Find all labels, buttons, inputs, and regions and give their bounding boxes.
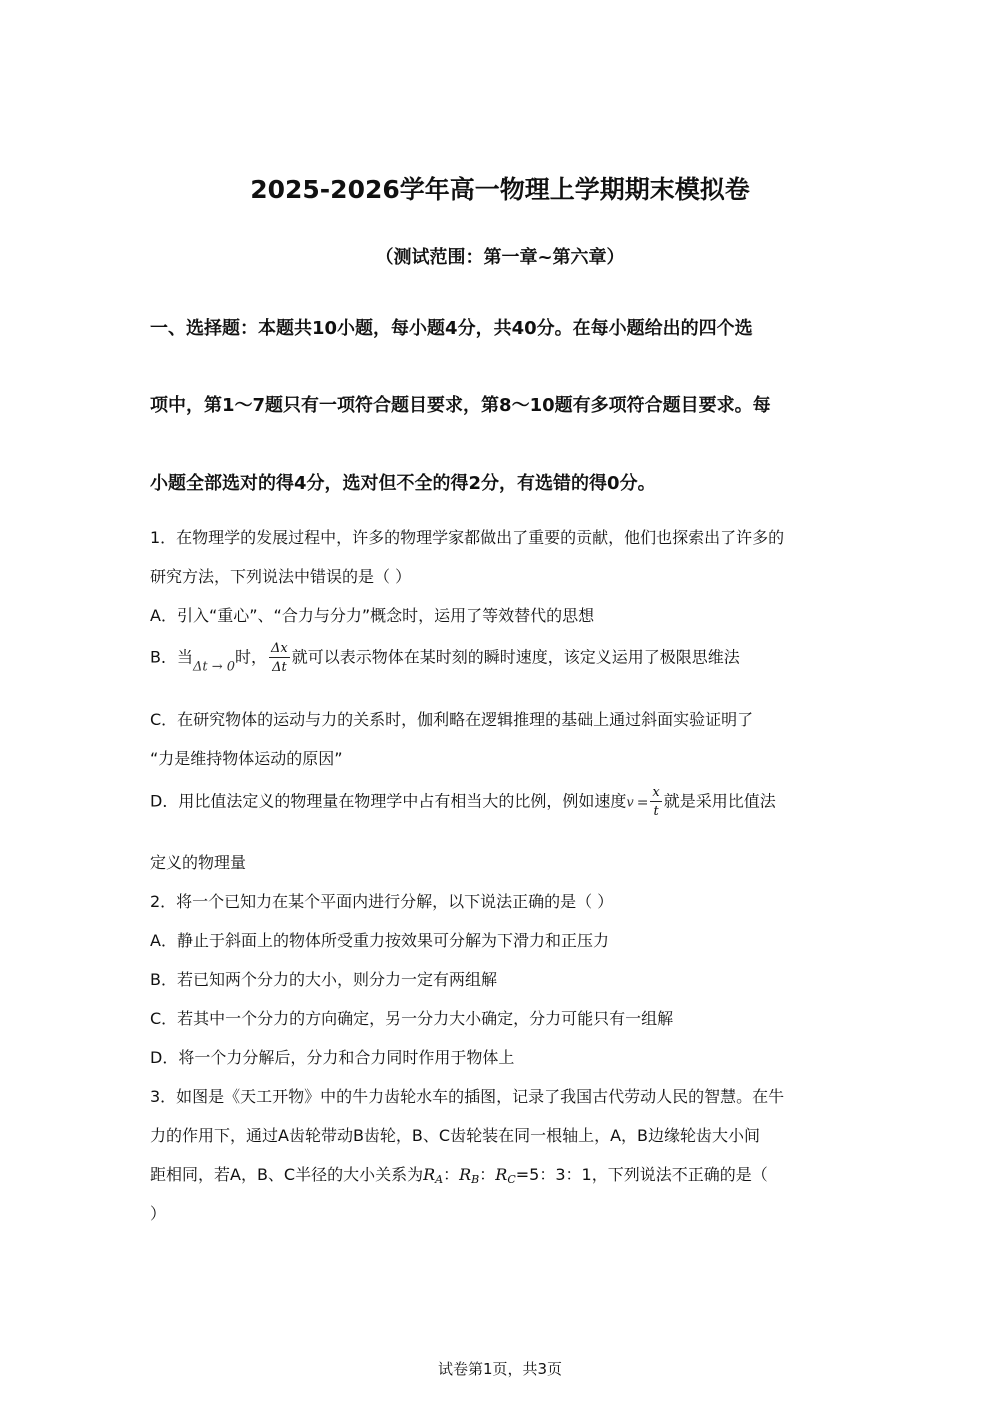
q1-d-denominator: t bbox=[653, 804, 659, 819]
q1-d-velocity-symbol: v bbox=[626, 795, 634, 811]
q3-stem-line-3 bbox=[150, 1162, 768, 1186]
section-heading-line-2: 项中，第1～7题只有一项符合题目要求，第8～10题有多项符合题目要求。每 bbox=[150, 395, 771, 416]
q2-option-d: D．将一个力分解后，分力和合力同时作用于物体上 bbox=[150, 1048, 515, 1067]
q1-b-numerator: Δx bbox=[271, 641, 288, 656]
section-heading-line-1: 一、选择题：本题共10小题，每小题4分，共40分。在每小题给出的四个选 bbox=[150, 318, 753, 339]
q3-radius-sub-b: B bbox=[471, 1173, 480, 1186]
q1-option-c-line-1: C．在研究物体的运动与力的关系时，伽利略在逻辑推理的基础上通过斜面实验证明了 bbox=[150, 710, 754, 729]
q2-option-c: C．若其中一个分力的方向确定，另一分力大小确定，分力可能只有一组解 bbox=[150, 1009, 674, 1028]
q3-stem-line-4: ） bbox=[150, 1204, 167, 1223]
q1-b-prefix: B．当 bbox=[150, 647, 193, 667]
q1-stem-line-1: 1．在物理学的发展过程中，许多的物理学家都做出了重要的贡献，他们也探索出了许多的 bbox=[150, 528, 785, 547]
q1-b-denominator: Δt bbox=[272, 660, 287, 675]
q1-d-fraction bbox=[650, 786, 661, 818]
page-footer: 试卷第1页，共3页 bbox=[437, 1360, 563, 1378]
q1-b-limit-condition: Δt → 0 bbox=[192, 659, 236, 675]
q3-stem-prefix: 距相同，若A，B、C半径的大小关系为 bbox=[150, 1165, 424, 1184]
q3-ratio: =5：3：1，下列说法不正确的是（ bbox=[515, 1165, 768, 1184]
q2-option-a: A．静止于斜面上的物体所受重力按效果可分解为下滑力和正压力 bbox=[150, 931, 609, 950]
q1-option-d-line-2: 定义的物理量 bbox=[150, 853, 247, 872]
section-heading-line-3: 小题全部选对的得4分，选对但不全的得2分，有选错的得0分。 bbox=[150, 473, 656, 494]
page-subtitle: （测试范围：第一章~第六章） bbox=[375, 247, 625, 268]
q1-d-numerator: x bbox=[652, 785, 660, 800]
q1-option-a: A．引入“重心”、“合力与分力”概念时，运用了等效替代的思想 bbox=[150, 606, 595, 625]
q3-colon-2: ： bbox=[479, 1165, 496, 1184]
page-title: 2025-2026学年高一物理上学期期末模拟卷 bbox=[250, 175, 750, 204]
q3-radius-sub-a: A bbox=[435, 1173, 444, 1186]
q3-colon-1: ： bbox=[443, 1165, 460, 1184]
q1-stem-line-2: 研究方法，下列说法中错误的是（ ） bbox=[150, 567, 412, 586]
q3-stem-line-2: 力的作用下，通过A齿轮带动B齿轮，B、C齿轮装在同一根轴上，A，B边缘轮齿大小间 bbox=[150, 1126, 760, 1145]
q1-d-suffix: 就是采用比值法 bbox=[663, 791, 776, 811]
q1-option-d bbox=[150, 786, 776, 818]
q3-radius-sub-c: C bbox=[507, 1173, 516, 1186]
q3-radius-symbol-c: R bbox=[495, 1165, 508, 1184]
q3-radius-symbol-a: R bbox=[423, 1165, 436, 1184]
q3-stem-line-1: 3．如图是《天工开物》中的牛力齿轮水车的插图，记录了我国古代劳动人民的智慧。在牛 bbox=[150, 1087, 785, 1106]
q2-stem: 2．将一个已知力在某个平面内进行分解，以下说法正确的是（ ） bbox=[150, 892, 614, 911]
q1-option-c-line-2: “力是维持物体运动的原因” bbox=[150, 749, 343, 768]
q1-d-equals: = bbox=[636, 794, 649, 811]
q1-b-mid: 时， bbox=[235, 647, 268, 667]
q2-option-b: B．若已知两个分力的大小，则分力一定有两组解 bbox=[150, 970, 497, 989]
q1-b-suffix: 就可以表示物体在某时刻的瞬时速度，该定义运用了极限思维法 bbox=[291, 647, 740, 667]
q1-d-prefix: D．用比值法定义的物理量在物理学中占有相当大的比例，例如速度 bbox=[150, 791, 627, 811]
q3-radius-symbol-b: R bbox=[459, 1165, 472, 1184]
q1-option-b bbox=[150, 642, 740, 675]
q1-b-fraction bbox=[269, 642, 290, 674]
